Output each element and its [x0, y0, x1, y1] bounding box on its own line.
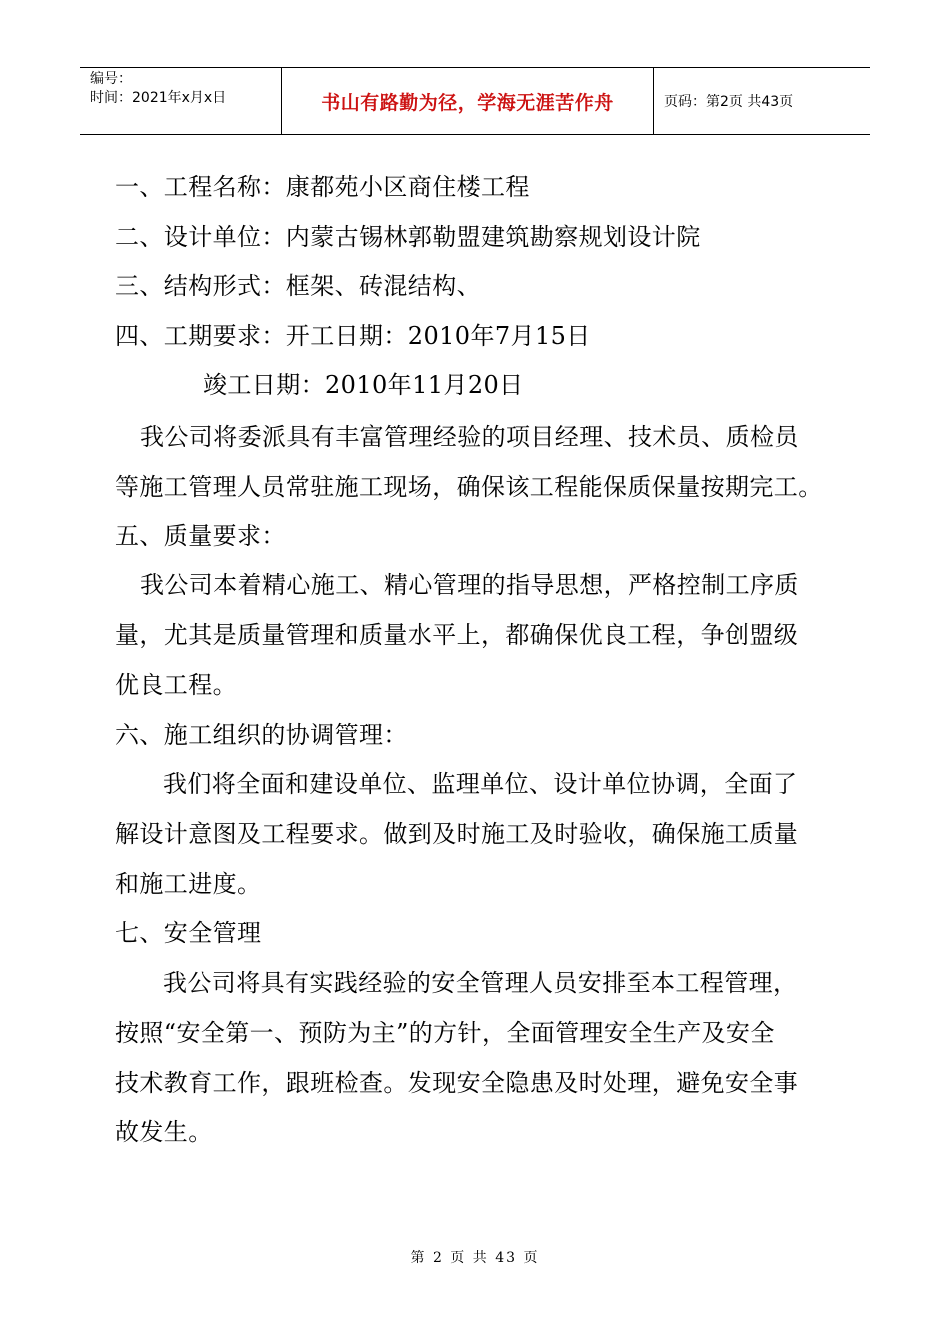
header-motto-cell	[282, 68, 654, 134]
paragraph-line: 我公司本着精心施工、精心管理的指导思想，严格控制工序质	[140, 571, 799, 599]
section-4-schedule: 四、工期要求：开工日期：2010年7月15日	[115, 322, 591, 350]
paragraph-line: 故发生。	[115, 1118, 213, 1146]
section-5-quality: 五、质量要求：	[115, 522, 286, 550]
paragraph-line: 按照“安全第一、预防为主”的方针，全面管理安全生产及安全	[115, 1019, 775, 1047]
header-page-info-cell	[654, 68, 870, 134]
serial-label: 编号：	[90, 71, 132, 87]
section-6-coordination: 六、施工组织的协调管理：	[115, 721, 408, 749]
paragraph-line: 优良工程。	[115, 671, 237, 699]
completion-date: 竣工日期：2010年11月20日	[203, 371, 524, 399]
paragraph-line: 我公司将委派具有丰富管理经验的项目经理、技术员、质检员	[140, 423, 799, 451]
section-7-safety: 七、安全管理	[115, 919, 262, 947]
header-motto: 书山有路勤为径，学海无涯苦作舟	[321, 91, 614, 114]
section-2-design-unit: 二、设计单位：内蒙古锡林郭勒盟建筑勘察规划设计院	[115, 223, 701, 251]
header-page-info: 页码：第2页 共43页	[664, 94, 794, 110]
time-label: 时间：2021年x月x日	[90, 90, 227, 106]
paragraph-line: 和施工进度。	[115, 870, 262, 898]
paragraph-line: 我们将全面和建设单位、监理单位、设计单位协调，全面了	[163, 770, 798, 798]
section-3-structure: 三、结构形式：框架、砖混结构、	[115, 272, 481, 300]
paragraph-line: 解设计意图及工程要求。做到及时施工及时验收，确保施工质量	[115, 820, 799, 848]
paragraph-line: 量，尤其是质量管理和质量水平上，都确保优良工程，争创盟级	[115, 621, 799, 649]
section-1-project-name: 一、工程名称：康都苑小区商住楼工程	[115, 173, 530, 201]
page-header	[80, 67, 870, 135]
paragraph-line: 技术教育工作，跟班检查。发现安全隐患及时处理，避免安全事	[115, 1069, 799, 1097]
paragraph-line: 我公司将具有实践经验的安全管理人员安排至本工程管理，	[163, 969, 798, 997]
header-meta	[80, 68, 282, 134]
page-footer: 第 2 页 共 43 页	[410, 1250, 540, 1266]
paragraph-line: 等施工管理人员常驻施工现场，确保该工程能保质保量按期完工。	[115, 473, 823, 501]
